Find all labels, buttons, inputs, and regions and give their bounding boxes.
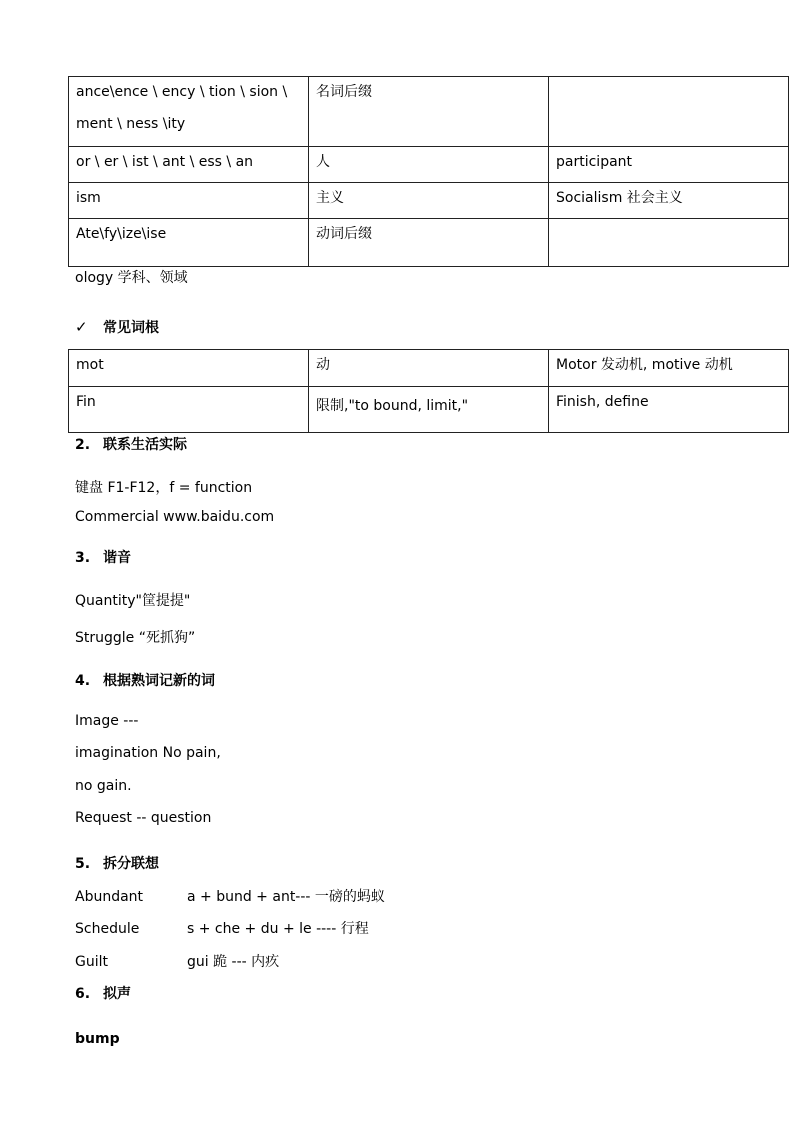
mnemonic: s + che + du + le ---- 行程 xyxy=(187,921,369,937)
table-cell: 动词后缀 xyxy=(309,219,549,267)
table-cell: 主义 xyxy=(309,183,549,219)
line-text: Request -- question xyxy=(75,810,212,826)
cell-text: ment \ ness \ity xyxy=(76,116,186,132)
table-row xyxy=(69,350,789,387)
table-cell: Ate\fy\ize\ise xyxy=(69,219,309,267)
table-cell: participant xyxy=(549,147,789,183)
line-text: no gain. xyxy=(75,778,132,794)
table-cell xyxy=(549,219,789,267)
table-cell: Finish, define xyxy=(549,387,789,433)
roots-heading xyxy=(75,317,159,337)
section-heading xyxy=(75,434,187,454)
section-title: 根据熟词记新的词 xyxy=(103,673,215,689)
section-title: 拆分联想 xyxy=(103,856,159,872)
section-heading xyxy=(75,547,131,567)
line-text: imagination No pain, xyxy=(75,745,221,761)
cell-text: ance\ence \ ency \ tion \ sion \ xyxy=(76,84,288,100)
table-row xyxy=(69,147,789,183)
table-cell: Fin xyxy=(69,387,309,433)
line-text: bump xyxy=(75,1031,120,1047)
table-cell: 名词后缀 xyxy=(309,77,549,147)
section-number: 3. xyxy=(75,550,91,566)
section-heading xyxy=(75,983,131,1003)
pair-row xyxy=(75,886,385,906)
line-text: 键盘 F1-F12，f = function xyxy=(75,480,253,496)
section-number: 4. xyxy=(75,673,91,689)
table-row xyxy=(69,183,789,219)
table-cell: mot xyxy=(69,350,309,387)
section-number: 6. xyxy=(75,986,91,1002)
table-cell xyxy=(549,77,789,147)
roots-table xyxy=(68,349,789,433)
roots-heading-text: 常见词根 xyxy=(103,320,159,336)
section-number: 5. xyxy=(75,856,91,872)
word: Schedule xyxy=(75,921,140,937)
table-cell: or \ er \ ist \ ant \ ess \ an xyxy=(69,147,309,183)
table-cell: Socialism 社会主义 xyxy=(549,183,789,219)
table-row xyxy=(69,77,789,147)
line-text: Commercial www.baidu.com xyxy=(75,509,275,525)
line-text: Struggle “死抓狗” xyxy=(75,630,196,646)
table-row xyxy=(69,219,789,267)
pair-row xyxy=(75,951,279,971)
word: Abundant xyxy=(75,889,144,905)
table-cell xyxy=(69,77,309,147)
mnemonic: gui 跪 --- 内疚 xyxy=(187,954,280,970)
section-title: 拟声 xyxy=(103,986,131,1002)
suffix-table xyxy=(68,76,789,267)
line-text: Image --- xyxy=(75,713,139,729)
line-text: Quantity"筐提提" xyxy=(75,593,191,609)
checkmark-icon: ✓ xyxy=(75,318,88,336)
section-heading xyxy=(75,853,159,873)
word: Guilt xyxy=(75,954,108,970)
ology-note: ology 学科、领域 xyxy=(75,270,188,286)
section-number: 2. xyxy=(75,437,91,453)
pair-row xyxy=(75,918,369,938)
section-title: 谐音 xyxy=(103,550,131,566)
table-cell: 人 xyxy=(309,147,549,183)
table-cell: Motor 发动机, motive 动机 xyxy=(549,350,789,387)
table-cell: ism xyxy=(69,183,309,219)
section-heading xyxy=(75,670,215,690)
table-cell: 动 xyxy=(309,350,549,387)
table-cell: 限制,"to bound, limit," xyxy=(309,387,549,433)
section-title: 联系生活实际 xyxy=(103,437,187,453)
table-row xyxy=(69,387,789,433)
mnemonic: a + bund + ant--- 一磅的蚂蚁 xyxy=(187,889,385,905)
